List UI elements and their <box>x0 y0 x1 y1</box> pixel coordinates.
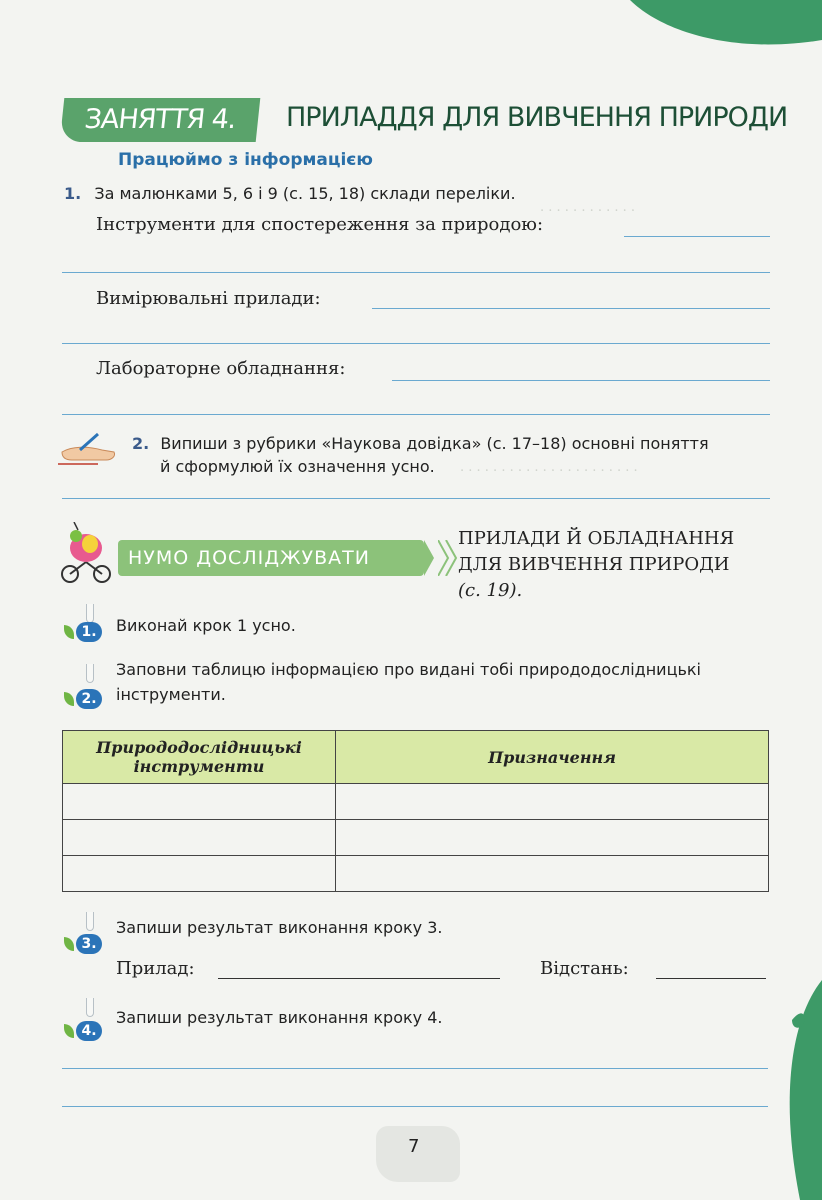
leaf-icon <box>64 692 74 706</box>
device-label: Прилад: <box>116 958 195 979</box>
research-topic-line-2: ДЛЯ ВИВЧЕННЯ ПРИРОДИ <box>458 554 730 575</box>
task-text: За малюнками 5, 6 і 9 (с. 15, 18) склади переліки. <box>94 184 516 203</box>
answer-line[interactable] <box>62 1106 768 1107</box>
task-2-line-1 <box>132 434 709 453</box>
bleed-through-text: . . . . . . . . . . . . <box>540 200 636 215</box>
banner-stripes <box>438 540 458 576</box>
answer-line[interactable] <box>62 343 770 344</box>
step-2-text-line-2: інструменти. <box>116 685 226 704</box>
lesson-number-tag: ЗАНЯТТЯ 4. <box>60 98 261 142</box>
research-topic-ref: (с. 19). <box>458 580 523 601</box>
answer-line[interactable] <box>62 414 770 415</box>
task-text: Випиши з рубрики «Наукова довідка» (с. 17–18) основні поняття <box>160 434 709 453</box>
list-label-observation-tools: Інструменти для спостереження за природою: <box>96 214 544 235</box>
research-banner: НУМО ДОСЛІДЖУВАТИ <box>118 540 424 576</box>
table-row <box>63 820 769 856</box>
test-tube-icon <box>86 664 94 683</box>
research-topic-line-1: ПРИЛАДИ Й ОБЛАДНАННЯ <box>458 528 735 549</box>
answer-line[interactable] <box>624 236 770 237</box>
leaf-icon <box>64 1024 74 1038</box>
task-number: 2. <box>132 434 150 453</box>
step-3-text: Запиши результат виконання кроку 3. <box>116 918 443 937</box>
task-2-line-2: й сформулюй їх означення усно. <box>160 457 435 476</box>
task-number: 1. <box>64 184 82 203</box>
test-tube-icon <box>86 604 94 623</box>
answer-line[interactable] <box>372 308 770 309</box>
distance-answer-line[interactable] <box>656 978 766 979</box>
device-answer-line[interactable] <box>218 978 500 979</box>
table-cell-input[interactable] <box>336 820 769 856</box>
answer-line[interactable] <box>62 498 770 499</box>
answer-line[interactable] <box>62 272 770 273</box>
table-cell-input[interactable] <box>336 856 769 892</box>
table-row <box>63 784 769 820</box>
instruments-table <box>62 730 769 892</box>
table-cell-input[interactable] <box>63 820 336 856</box>
writing-hand-icon <box>58 430 120 466</box>
step-2-text-line-1: Заповни таблицю інформацією про видані тобі природодослідницькі <box>116 660 701 679</box>
leaf-icon <box>64 625 74 639</box>
step-number-badge: 4. <box>76 1021 102 1041</box>
test-tube-icon <box>86 912 94 931</box>
section-title: Працюймо з інформацією <box>118 150 373 170</box>
bleed-through-text: . . . . . . . . . . . . . . . . . . . . . . <box>460 460 638 475</box>
table-cell-input[interactable] <box>63 784 336 820</box>
distance-label: Відстань: <box>540 958 629 979</box>
leaf-icon <box>64 937 74 951</box>
step-number-badge: 3. <box>76 934 102 954</box>
answer-line[interactable] <box>62 1068 768 1069</box>
step-4-text: Запиши результат виконання кроку 4. <box>116 1008 443 1027</box>
list-label-lab-equipment: Лабораторне обладнання: <box>96 358 346 379</box>
banner-arrow <box>424 540 434 576</box>
answer-line[interactable] <box>392 380 770 381</box>
table-cell-input[interactable] <box>63 856 336 892</box>
bug-on-bicycle-icon <box>56 522 116 584</box>
test-tube-icon <box>86 998 94 1017</box>
step-number-badge: 2. <box>76 689 102 709</box>
step-1-text: Виконай крок 1 усно. <box>116 616 296 635</box>
step-number-badge: 1. <box>76 622 102 642</box>
page-number: 7 <box>408 1136 420 1157</box>
list-label-measuring-devices: Вимірювальні прилади: <box>96 288 321 309</box>
lesson-title: ПРИЛАДДЯ ДЛЯ ВИВЧЕННЯ ПРИРОДИ <box>286 102 788 133</box>
table-header-instruments: Природодослідницькі інструменти <box>63 731 336 784</box>
side-leaf-decoration <box>770 980 822 1200</box>
corner-leaf-decoration <box>600 0 822 60</box>
table-cell-input[interactable] <box>336 784 769 820</box>
table-row <box>63 856 769 892</box>
task-1 <box>64 184 516 203</box>
table-header-purpose: Призначення <box>336 731 769 784</box>
